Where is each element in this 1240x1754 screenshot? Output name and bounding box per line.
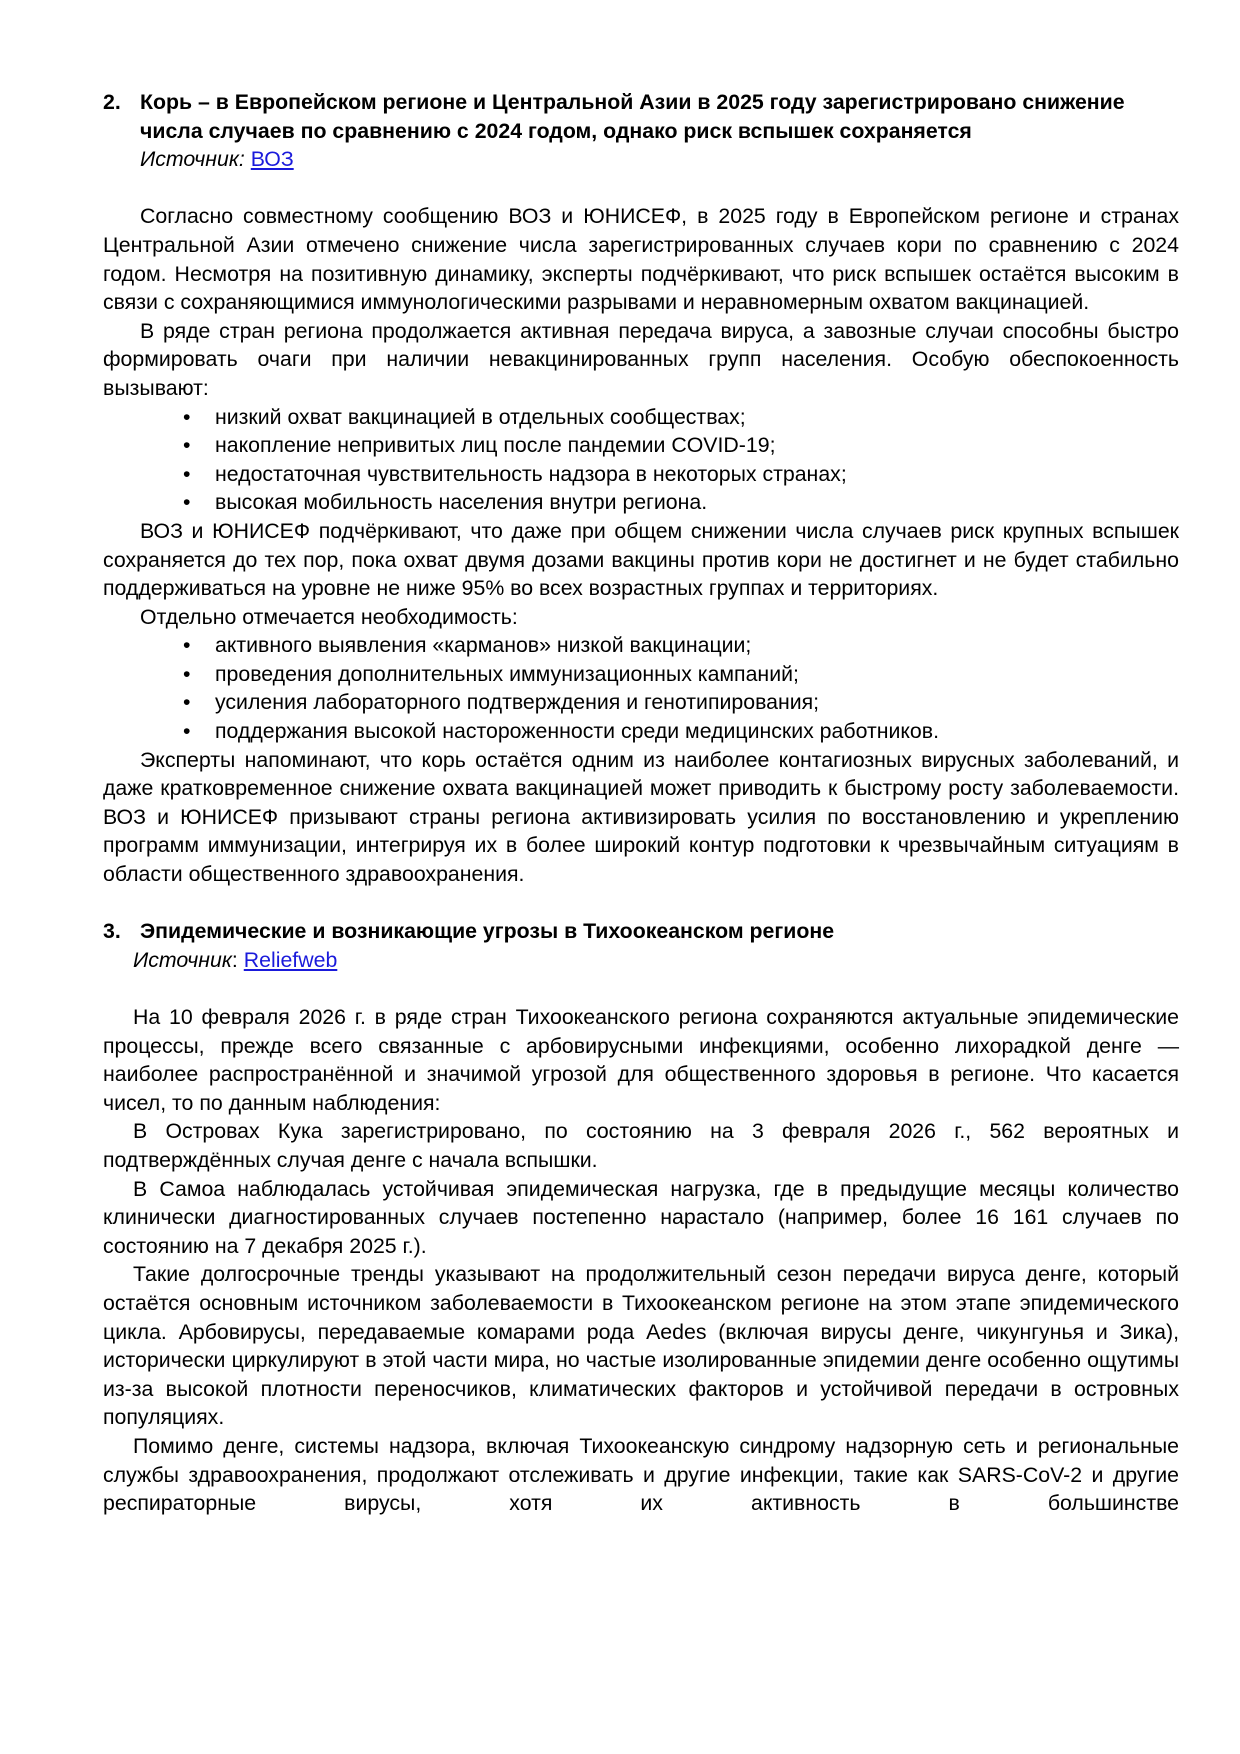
list-item: • высокая мобильность населения внутри региона. <box>103 488 1179 517</box>
paragraph: Эксперты напоминают, что корь остаётся одним из наиболее контагиозных вирусных заболеваний, и даже кратковременное снижение охвата вакцинацией может приводить к быстрому росту заболеваемости. ВОЗ и ЮНИСЕФ призывают страны региона активизировать усилия по восстановлению и укреплению программ иммунизации, интегрируя их в более широкий контур подготовки к чрезвычайным ситуациям в области общественного здравоохранения. <box>103 747 1179 887</box>
section-pacific-threats <box>103 917 1179 1517</box>
list-item: • усиления лабораторного подтверждения и генотипирования; <box>103 688 1179 717</box>
section-measles <box>103 88 1179 889</box>
paragraph: В Островах Кука зарегистрировано, по состоянию на 3 февраля 2026 г., 562 вероятных и подтверждённых случая денге с начала вспышки. <box>103 1119 1179 1172</box>
concerns-list <box>103 403 1179 517</box>
paragraph: Согласно совместному сообщению ВОЗ и ЮНИСЕФ, в 2025 году в Европейском регионе и странах Центральной Азии отмечено снижение числа зарегистрированных случаев кори по сравнению с 2024 годом. Несмотря на позитивную динамику, эксперты подчёркивают, что риск вспышек остаётся высоким в связи с сохраняющимися иммунологическими разрывами и неравномерным охватом вакцинацией. <box>103 204 1179 315</box>
source-label: Источник: <box>140 147 245 172</box>
section-number: 2. <box>103 90 121 114</box>
paragraph: ВОЗ и ЮНИСЕФ подчёркивают, что даже при общем снижении числа случаев риск крупных вспышек сохраняется до тех пор, пока охват двумя дозами вакцины против кори не достигнет и не будет стабильно поддерживаться на уровне не ниже 95% во всех возрастных группах и территориях. <box>103 518 1179 601</box>
source-line <box>103 946 1179 975</box>
source-separator: : <box>231 947 238 972</box>
list-item: • проведения дополнительных иммунизационных кампаний; <box>103 660 1179 689</box>
paragraph: Помимо денге, системы надзора, включая Тихоокеанскую синдрому надзорную сеть и региональные службы здравоохранения, продолжают отслеживать и другие инфекции, такие как SARS-CoV-2 и другие респираторные вирусы, хотя их активность в большинстве <box>103 1433 1179 1516</box>
section-number: 3. <box>103 919 121 944</box>
source-link-reliefweb[interactable]: Reliefweb <box>243 947 338 972</box>
list-item: • недостаточная чувствительность надзора в некоторых странах; <box>103 460 1179 489</box>
list-item: • поддержания высокой настороженности среди медицинских работников. <box>103 717 1179 746</box>
source-link-who[interactable]: ВОЗ <box>250 147 294 172</box>
section-title: Эпидемические и возникающие угрозы в Тихоокеанском регионе <box>140 919 835 944</box>
section-title: Корь – в Европейском регионе и Центральной Азии в 2025 году зарегистрировано снижение числа случаев по сравнению с 2024 годом, однако риск вспышек сохраняется <box>140 90 1125 143</box>
paragraph: На 10 февраля 2026 г. в ряде стран Тихоокеанского региона сохраняются актуальные эпидемические процессы, прежде всего связанные с арбовирусными инфекциями, особенно лихорадкой денге — наиболее распространённой и значимой угрозой для общественного здоровья в регионе. Что касается чисел, то по данным наблюдения: <box>103 1005 1179 1115</box>
source-label: Источник <box>133 947 232 972</box>
section-heading <box>103 88 1179 145</box>
source-line <box>103 145 1179 174</box>
document-page <box>103 88 1179 1518</box>
list-item: • активного выявления «карманов» низкой вакцинации; <box>103 631 1179 660</box>
paragraph: Такие долгосрочные тренды указывают на продолжительный сезон передачи вируса денге, который остаётся основным источником заболеваемости в Тихоокеанском регионе на этом этапе эпидемического цикла. Арбовирусы, передаваемые комарами рода Aedes (включая вирусы денге, чикунгунья и Зика), исторически циркулируют в этой части мира, но частые изолированные эпидемии денге особенно ощутимы из-за высокой плотности переносчиков, климатических факторов и устойчивой передачи в островных популяциях. <box>103 1262 1179 1430</box>
list-item: • низкий охват вакцинацией в отдельных сообществах; <box>103 403 1179 432</box>
paragraph: Отдельно отмечается необходимость: <box>140 604 518 629</box>
list-item: • накопление непривитых лиц после пандемии COVID-19; <box>103 431 1179 460</box>
paragraph: В ряде стран региона продолжается активная передача вируса, а завозные случаи способны быстро формировать очаги при наличии невакцинированных групп населения. Особую обеспокоенность вызывают: <box>103 318 1179 400</box>
paragraph: В Самоа наблюдалась устойчивая эпидемическая нагрузка, где в предыдущие месяцы количество клинически диагностированных случаев постепенно нарастало (например, более 16 161 случаев по состоянию на 7 декабря 2025 г.). <box>103 1176 1179 1258</box>
needs-list <box>103 631 1179 745</box>
section-heading <box>103 917 1179 946</box>
